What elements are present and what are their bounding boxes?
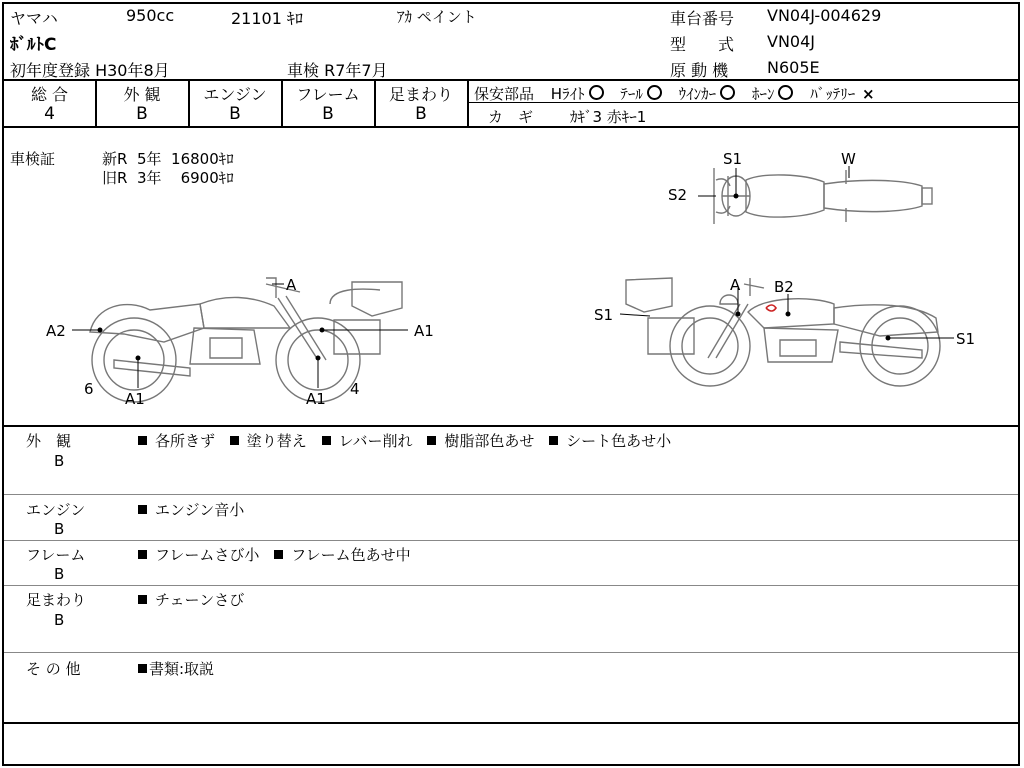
remark-category-engine: エンジン: [26, 501, 86, 519]
grade-header-suspension: 足まわり: [388, 85, 453, 104]
remark-category-frame: フレーム: [26, 546, 86, 564]
maker: ヤマハ: [10, 9, 58, 28]
grade-header-exterior: 外 観: [123, 85, 161, 104]
safety-horn: ﾎｰﾝ: [751, 85, 775, 103]
remark-items-frame: フレームさび小 フレーム色あせ中: [138, 544, 411, 565]
paint-color: ｱｶ ペイント: [397, 8, 477, 26]
label-left-a2: A2: [46, 322, 66, 340]
certificate-label: 車検証: [10, 150, 56, 168]
bullet-square-icon: [138, 664, 147, 673]
engine-code: N605E: [767, 58, 820, 77]
remark-grade-engine: B: [54, 520, 65, 538]
label-top-s1: S1: [723, 150, 743, 168]
remark-category-exterior: 外 観: [26, 432, 72, 450]
damage-diagram: [4, 128, 1018, 426]
remark-grade-frame: B: [54, 565, 65, 583]
bullet-square-icon: [322, 436, 331, 445]
bullet-square-icon: [138, 595, 147, 604]
safety-battery: ﾊﾞｯﾃﾘｰ: [810, 85, 856, 103]
auction-sheet: [2, 2, 1020, 766]
remark-category-suspension: 足まわり: [26, 591, 87, 609]
first-registration: 初年度登録 H30年8月: [10, 61, 170, 80]
grade-value-overall: 4: [44, 104, 55, 124]
grade-header-frame: フレーム: [296, 85, 360, 104]
bullet-square-icon: [427, 436, 436, 445]
top-view-motorcycle: [714, 168, 932, 224]
model-code-label: 型 式: [670, 35, 735, 54]
grade-table-top-border: [4, 79, 1018, 81]
label-right-b2: B2: [774, 278, 794, 296]
remarks-top-border: [4, 425, 1018, 427]
remarks-bottom-border: [4, 722, 1018, 724]
label-top-s2: S2: [668, 186, 688, 204]
frame-number-label: 車台番号: [670, 9, 735, 28]
circle-mark-icon: [647, 85, 662, 100]
engine-code-label: 原 動 機: [670, 61, 729, 80]
safety-parts-row: [474, 83, 875, 104]
key-label: カ ギ: [488, 108, 534, 126]
remark-grade-exterior: B: [54, 452, 65, 470]
grade-value-exterior: B: [136, 104, 148, 124]
circle-mark-icon: [720, 85, 735, 100]
label-left-a1-wheel: A1: [306, 390, 326, 408]
safety-taillight: ﾃｰﾙ: [620, 85, 643, 103]
remark-items-exterior: 各所きず 塗り替え レバー削れ 樹脂部色あせ シート色あせ小: [138, 430, 671, 451]
mileage: 21101 ｷﾛ: [231, 9, 303, 28]
bullet-square-icon: [230, 436, 239, 445]
remark-items-suspension: チェーンさび: [138, 589, 244, 610]
label-right-s1-front: S1: [594, 306, 614, 324]
bullet-square-icon: [138, 505, 147, 514]
grade-header-overall: 総 合: [30, 85, 69, 104]
remark-items-engine: エンジン音小: [138, 499, 244, 520]
bullet-square-icon: [138, 436, 147, 445]
certificate-old: 旧R 3年 6900ｷﾛ: [102, 169, 234, 187]
safety-winker: ｳｲﾝｶｰ: [678, 85, 717, 103]
inspection-date: 車検 R7年7月: [287, 61, 388, 80]
remark-items-other: 書類:取説: [138, 658, 214, 679]
label-left-a: A: [286, 276, 297, 294]
safety-headlight: Hﾗｲﾄ: [550, 85, 585, 103]
grade-header-engine: エンジン: [203, 85, 267, 104]
frame-number: VN04J-004629: [767, 6, 882, 25]
label-left-a1-front: A1: [414, 322, 434, 340]
displacement: 950cc: [126, 6, 175, 25]
grade-value-engine: B: [229, 104, 241, 124]
remark-grade-suspension: B: [54, 611, 65, 629]
remark-category-other: そ の 他: [26, 660, 81, 678]
key-value: ｶｷﾞ3 赤ｷｰ1: [570, 108, 647, 126]
label-left-4: 4: [350, 380, 360, 398]
grade-value-frame: B: [322, 104, 334, 124]
bullet-square-icon: [549, 436, 558, 445]
bullet-square-icon: [138, 550, 147, 559]
label-left-a1-rear: A1: [125, 390, 145, 408]
label-top-w: W: [841, 150, 856, 168]
label-right-s1-rear: S1: [956, 330, 976, 348]
grade-value-suspension: B: [415, 104, 427, 124]
safety-parts-label: 保安部品: [474, 85, 535, 103]
model-code: VN04J: [767, 32, 815, 51]
battery-status-mark: ×: [862, 85, 875, 103]
model-name: ﾎﾞﾙﾄC: [10, 35, 57, 55]
label-right-a: A: [730, 276, 741, 294]
circle-mark-icon: [589, 85, 604, 100]
bullet-square-icon: [274, 550, 283, 559]
label-left-6: 6: [84, 380, 94, 398]
circle-mark-icon: [778, 85, 793, 100]
certificate-new: 新R 5年 16800ｷﾛ: [102, 150, 234, 168]
